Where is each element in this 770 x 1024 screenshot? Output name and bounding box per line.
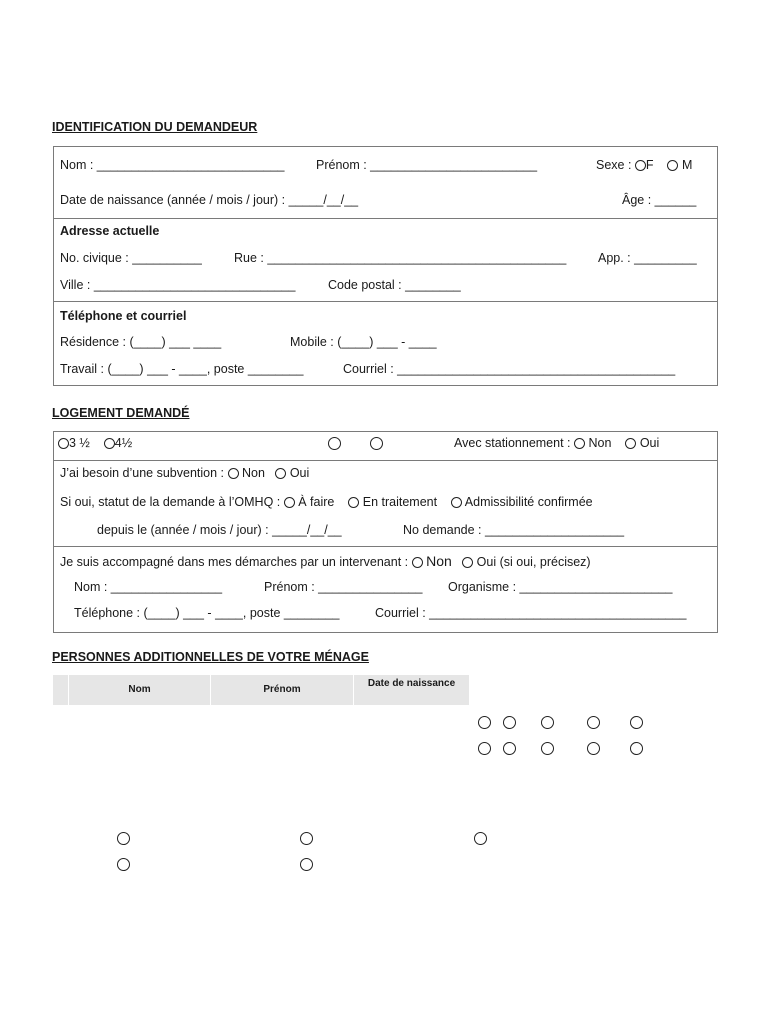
subvention-label: J’ai besoin d’une subvention :: [60, 466, 225, 480]
mobile-field[interactable]: Mobile : (____) ___ - ____: [290, 335, 437, 349]
radio-4-half[interactable]: [104, 438, 115, 449]
stationnement-oui-radio[interactable]: [625, 438, 636, 449]
code-postal-field[interactable]: Code postal : ________: [328, 278, 461, 292]
intervenant-non-radio[interactable]: [412, 557, 423, 568]
a-faire-radio[interactable]: [284, 497, 295, 508]
table-header-nom: Nom: [69, 675, 210, 705]
no-demande-field[interactable]: No demande : ____________________: [403, 523, 625, 537]
divider: [53, 218, 718, 219]
logement-3-option[interactable]: [58, 436, 132, 450]
section-heading-menage: PERSONNES ADDITIONNELLES DE VOTRE MÉNAGE: [52, 650, 369, 664]
divider: [53, 546, 718, 547]
date-naissance-field[interactable]: Date de naissance (année / mois / jour) : _____/__/__: [60, 193, 359, 207]
courriel-field[interactable]: Courriel : ________________________________________: [343, 362, 676, 376]
stationnement-group: [454, 436, 659, 450]
table-header-date-naissance: Date de naissance: [354, 675, 469, 705]
depuis-field[interactable]: depuis le (année / mois / jour) : _____/__/__: [97, 523, 342, 537]
sexe-m-label: M: [681, 158, 693, 172]
radio-option[interactable]: [117, 832, 130, 845]
travail-field[interactable]: Travail : (____) ___ - ____, poste ________: [60, 362, 304, 376]
stationnement-non-radio[interactable]: [574, 438, 585, 449]
radio-option[interactable]: [587, 716, 600, 729]
stationnement-oui-label: Oui: [639, 436, 660, 450]
radio-option[interactable]: [117, 858, 130, 871]
intervenant-nom-field[interactable]: Nom : ________________: [74, 580, 223, 594]
intervenant-courriel-field[interactable]: Courriel : _____________________________________: [375, 606, 687, 620]
rue-field[interactable]: Rue : ___________________________________________: [234, 251, 567, 265]
ville-field[interactable]: Ville : _____________________________: [60, 278, 296, 292]
admissibilite-label: Admissibilité confirmée: [464, 495, 593, 509]
prenom-field[interactable]: Prénom : ________________________: [316, 158, 538, 172]
identification-box: [53, 146, 718, 386]
stationnement-label: Avec stationnement :: [454, 436, 571, 450]
residence-field[interactable]: Résidence : (____) ___ ____: [60, 335, 222, 349]
radio-option[interactable]: [300, 832, 313, 845]
en-traitement-label: En traitement: [362, 495, 438, 509]
radio-option[interactable]: [370, 437, 383, 450]
sexe-group: [596, 158, 692, 172]
section-heading-logement: LOGEMENT DEMANDÉ: [52, 406, 190, 420]
intervenant-telephone-field[interactable]: Téléphone : (____) ___ - ____, poste ________: [74, 606, 340, 620]
statut-label: Si oui, statut de la demande à l’OMHQ :: [60, 495, 281, 509]
intervenant-label: Je suis accompagné dans mes démarches par un intervenant :: [60, 555, 409, 569]
radio-option[interactable]: [541, 742, 554, 755]
age-field[interactable]: Âge : ______: [622, 193, 697, 207]
radio-option[interactable]: [541, 716, 554, 729]
radio-option[interactable]: [587, 742, 600, 755]
subvention-oui-radio[interactable]: [275, 468, 286, 479]
sexe-m-radio[interactable]: [667, 160, 678, 171]
radio-option[interactable]: [474, 832, 487, 845]
sexe-f-radio[interactable]: [635, 160, 646, 171]
telephone-heading: Téléphone et courriel: [60, 309, 187, 323]
admissibilite-radio[interactable]: [451, 497, 462, 508]
subvention-oui-label: Oui: [289, 466, 310, 480]
section-heading-identification: IDENTIFICATION DU DEMANDEUR: [52, 120, 258, 134]
stationnement-non-label: Non: [588, 436, 612, 450]
organisme-field[interactable]: Organisme : ______________________: [448, 580, 673, 594]
intervenant-group: [60, 553, 591, 569]
subvention-non-label: Non: [241, 466, 265, 480]
sexe-f-label: F: [645, 158, 654, 172]
intervenant-prenom-field[interactable]: Prénom : _______________: [264, 580, 423, 594]
sexe-label: Sexe :: [596, 158, 632, 172]
radio-3-half[interactable]: [58, 438, 69, 449]
radio-option[interactable]: [478, 742, 491, 755]
subvention-non-radio[interactable]: [228, 468, 239, 479]
nom-field[interactable]: Nom : ___________________________: [60, 158, 285, 172]
radio-option[interactable]: [630, 742, 643, 755]
intervenant-oui-radio[interactable]: [462, 557, 473, 568]
radio-option[interactable]: [503, 716, 516, 729]
radio-option[interactable]: [300, 858, 313, 871]
statut-group: [60, 495, 593, 509]
intervenant-non-label: Non: [426, 553, 452, 569]
en-traitement-radio[interactable]: [348, 497, 359, 508]
table-header-blank: [53, 675, 68, 705]
intervenant-oui-label: Oui (si oui, précisez): [476, 555, 591, 569]
radio-option[interactable]: [630, 716, 643, 729]
a-faire-label: À faire: [298, 495, 335, 509]
label-3-half: 3 ½: [69, 436, 90, 450]
label-4-half: 4½: [114, 436, 133, 450]
radio-option[interactable]: [478, 716, 491, 729]
radio-option[interactable]: [328, 437, 341, 450]
app-field[interactable]: App. : _________: [598, 251, 697, 265]
no-civique-field[interactable]: No. civique : __________: [60, 251, 202, 265]
adresse-heading: Adresse actuelle: [60, 224, 160, 238]
table-header-prenom: Prénom: [211, 675, 353, 705]
radio-option[interactable]: [503, 742, 516, 755]
divider: [53, 301, 718, 302]
subvention-group: [60, 466, 309, 480]
divider: [53, 460, 718, 461]
